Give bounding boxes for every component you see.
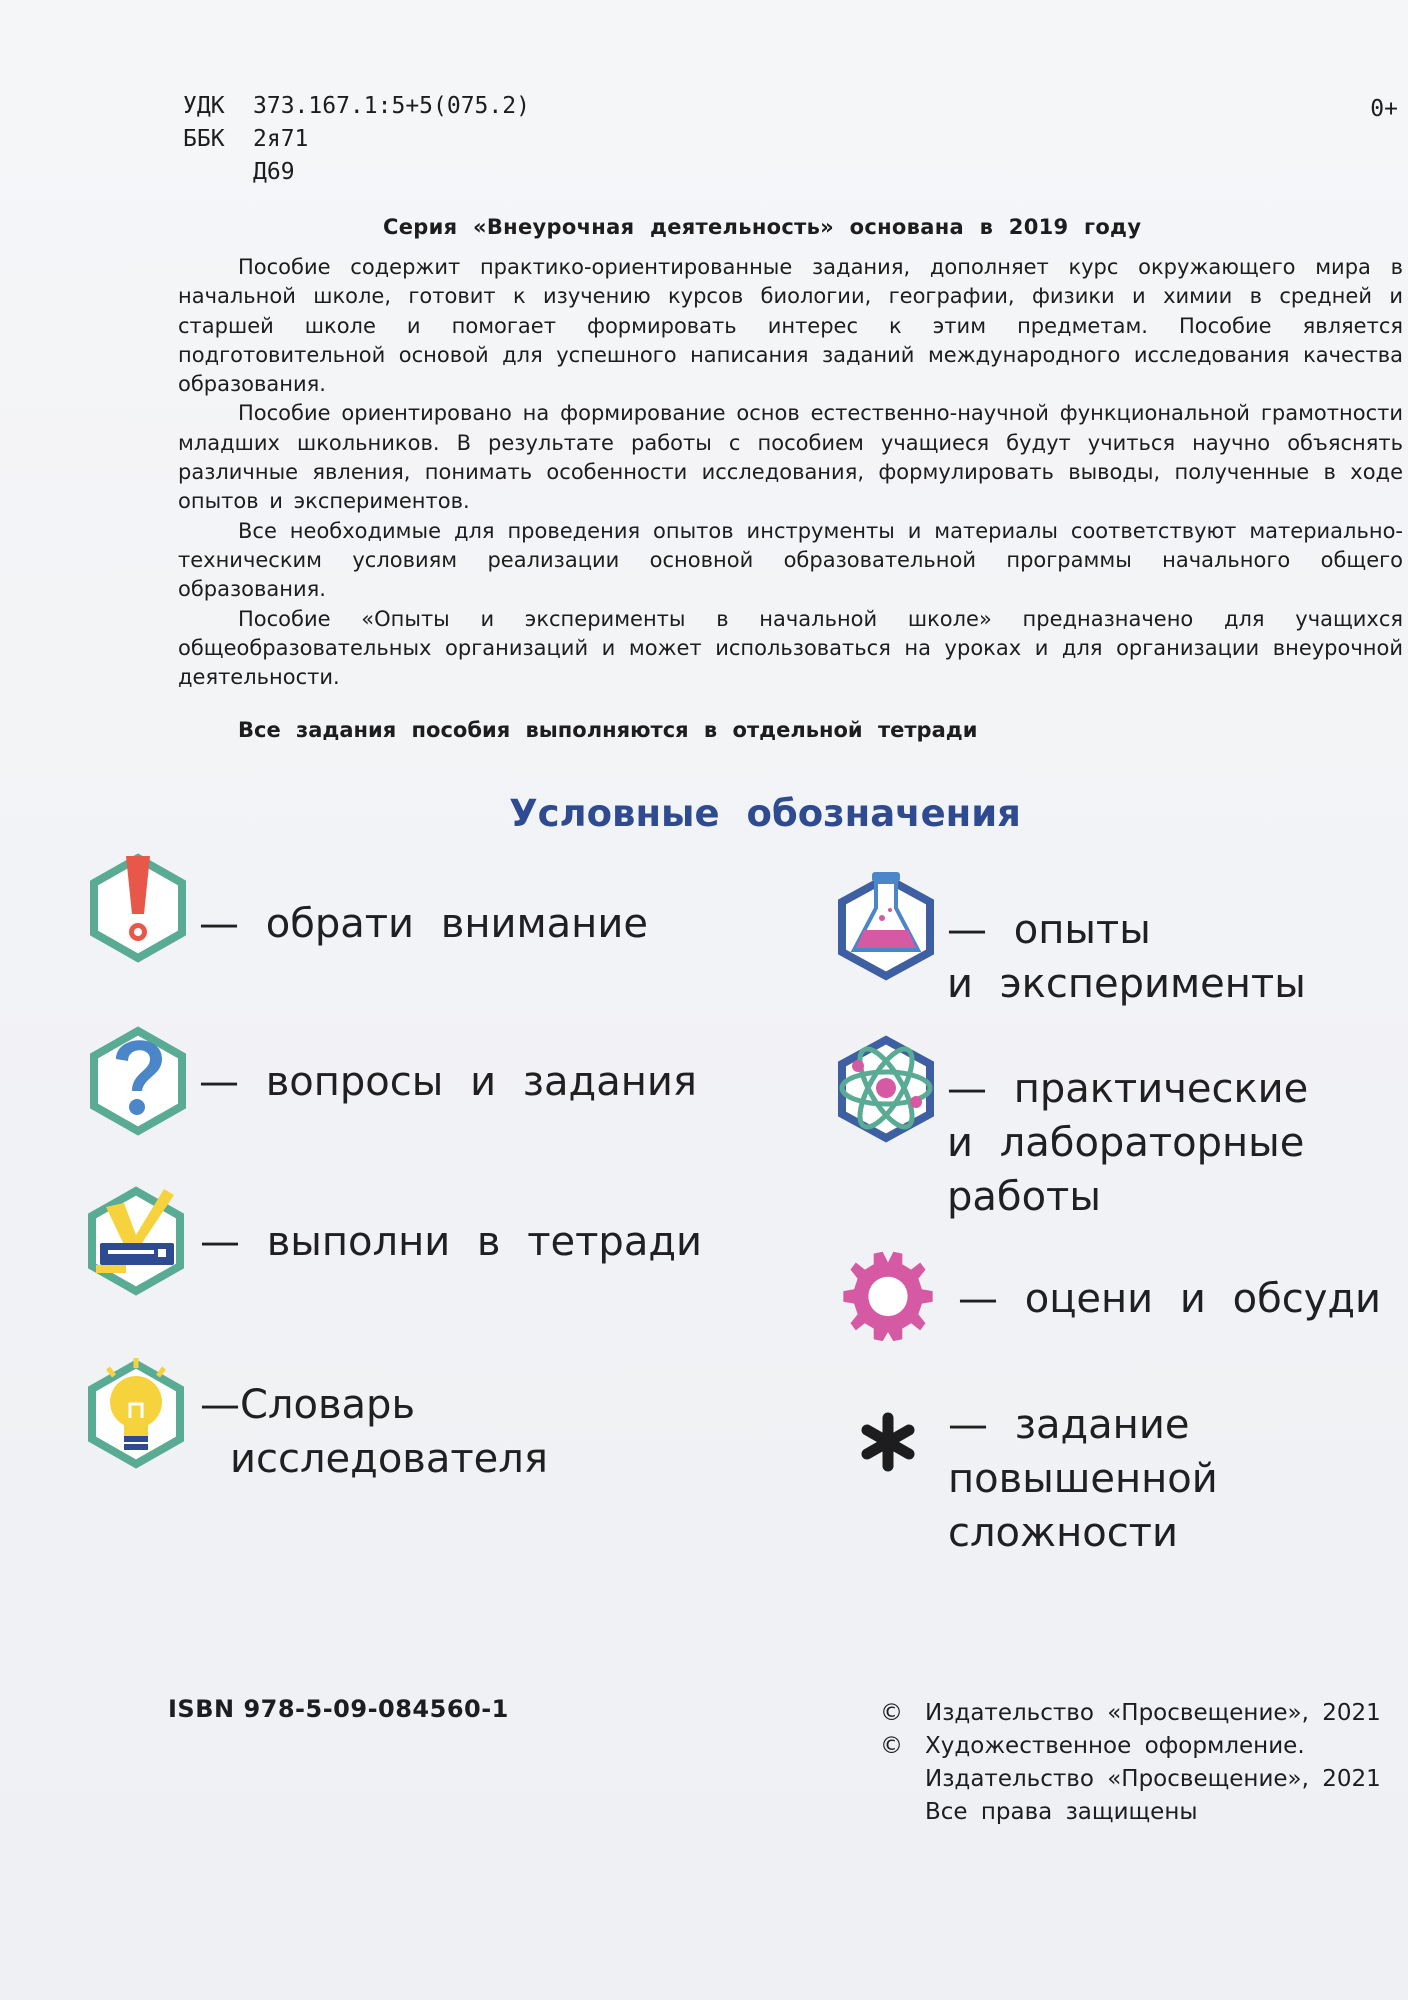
legend-caption-line: исследователя bbox=[230, 1436, 548, 1482]
legend-caption-line: работы bbox=[947, 1174, 1101, 1220]
udk-label: УДК bbox=[183, 93, 225, 119]
legend-caption-line: повышенной bbox=[948, 1456, 1218, 1502]
legend-item-experiments bbox=[830, 870, 1306, 1011]
udk-value: 373.167.1:5+5(075.2) bbox=[253, 93, 530, 119]
legend-item-advanced-task bbox=[858, 1398, 1218, 1560]
copyright-line: Издательство «Просвещение», 2021 bbox=[925, 1766, 1381, 1792]
question-icon bbox=[82, 1025, 194, 1137]
notebook-check-icon bbox=[80, 1185, 192, 1297]
flask-icon bbox=[830, 870, 942, 982]
legend-item-lab-works bbox=[830, 1032, 1308, 1224]
legend-caption-line: и лабораторные bbox=[947, 1120, 1305, 1166]
lightbulb-icon bbox=[80, 1358, 192, 1470]
isbn: ISBN 978-5-09-084560-1 bbox=[168, 1695, 509, 1723]
paragraph: Пособие содержит практико-ориентированные задания, дополняет курс окружающего мира в начальной школе, готовит к изучению курсов биологии, географии, физики и химии в средней и старшей школе и помогает формировать интерес к этим предметам. Пособие является подготовительной основой для успешного написания заданий международного исследования качества образования. bbox=[178, 255, 1403, 397]
legend-caption: — вопросы и задания bbox=[199, 1059, 697, 1105]
legend-item-notebook bbox=[80, 1185, 702, 1297]
paragraph: Все необходимые для проведения опытов инструменты и материалы соответствуют материально-техническим условиям реализации основной образовательной программы начального общего образования. bbox=[178, 518, 1403, 602]
copyright-symbol: © bbox=[880, 1733, 903, 1759]
legend-item-questions bbox=[82, 1025, 697, 1137]
legend-caption: — оцени и обсуди bbox=[958, 1276, 1382, 1322]
legend-caption-line: сложности bbox=[948, 1510, 1178, 1556]
legend-caption: —Словарь bbox=[200, 1382, 416, 1428]
copyright-symbol: © bbox=[880, 1700, 903, 1726]
copyright-block bbox=[880, 1697, 1381, 1829]
legend-caption: — практические bbox=[947, 1066, 1309, 1112]
legend-item-attention bbox=[82, 852, 648, 964]
author-mark: Д69 bbox=[253, 159, 295, 185]
legend-title: Условные обозначения bbox=[509, 792, 1021, 835]
legend-caption: — обрати внимание bbox=[199, 901, 648, 947]
copyright-line: Издательство «Просвещение», 2021 bbox=[925, 1700, 1381, 1726]
legend-caption-line: и эксперименты bbox=[947, 961, 1306, 1007]
bbk-label: ББК bbox=[183, 126, 225, 152]
paragraph: Пособие «Опыты и эксперименты в начальной школе» предназначено для учащихся общеобразовательных организаций и может использоваться на уроках и для организации внеурочной деятельности. bbox=[178, 606, 1403, 690]
copyright-line: Все права защищены bbox=[925, 1799, 1198, 1825]
legend-caption: — опыты bbox=[947, 907, 1151, 953]
gear-icon bbox=[838, 1250, 938, 1350]
paragraph: Пособие ориентировано на формирование основ естественно-научной функциональной грамотности младших школьников. В результате работы с пособием учащиеся будут учиться научно объяснять различные явления, понимать особенности исследования, формулировать выводы, полученные в ходе опытов и экспериментов. bbox=[178, 401, 1403, 514]
annotation-text bbox=[178, 253, 1403, 692]
exclamation-icon bbox=[82, 852, 194, 964]
legend-caption: — выполни в тетради bbox=[200, 1219, 702, 1265]
age-rating: 0+ bbox=[1370, 96, 1398, 122]
legend-item-assess bbox=[838, 1250, 1381, 1350]
notebook-note: Все задания пособия выполняются в отдельной тетради bbox=[238, 718, 978, 742]
legend-item-dictionary bbox=[80, 1358, 548, 1486]
bbk-value: 2я71 bbox=[253, 126, 309, 152]
legend-caption: — задание bbox=[948, 1402, 1190, 1448]
classification-codes bbox=[183, 90, 530, 189]
series-line: Серия «Внеурочная деятельность» основана в 2019 году bbox=[383, 215, 1142, 239]
atom-icon bbox=[830, 1032, 942, 1144]
copyright-line: Художественное оформление. bbox=[925, 1733, 1305, 1759]
asterisk-icon bbox=[858, 1412, 918, 1472]
